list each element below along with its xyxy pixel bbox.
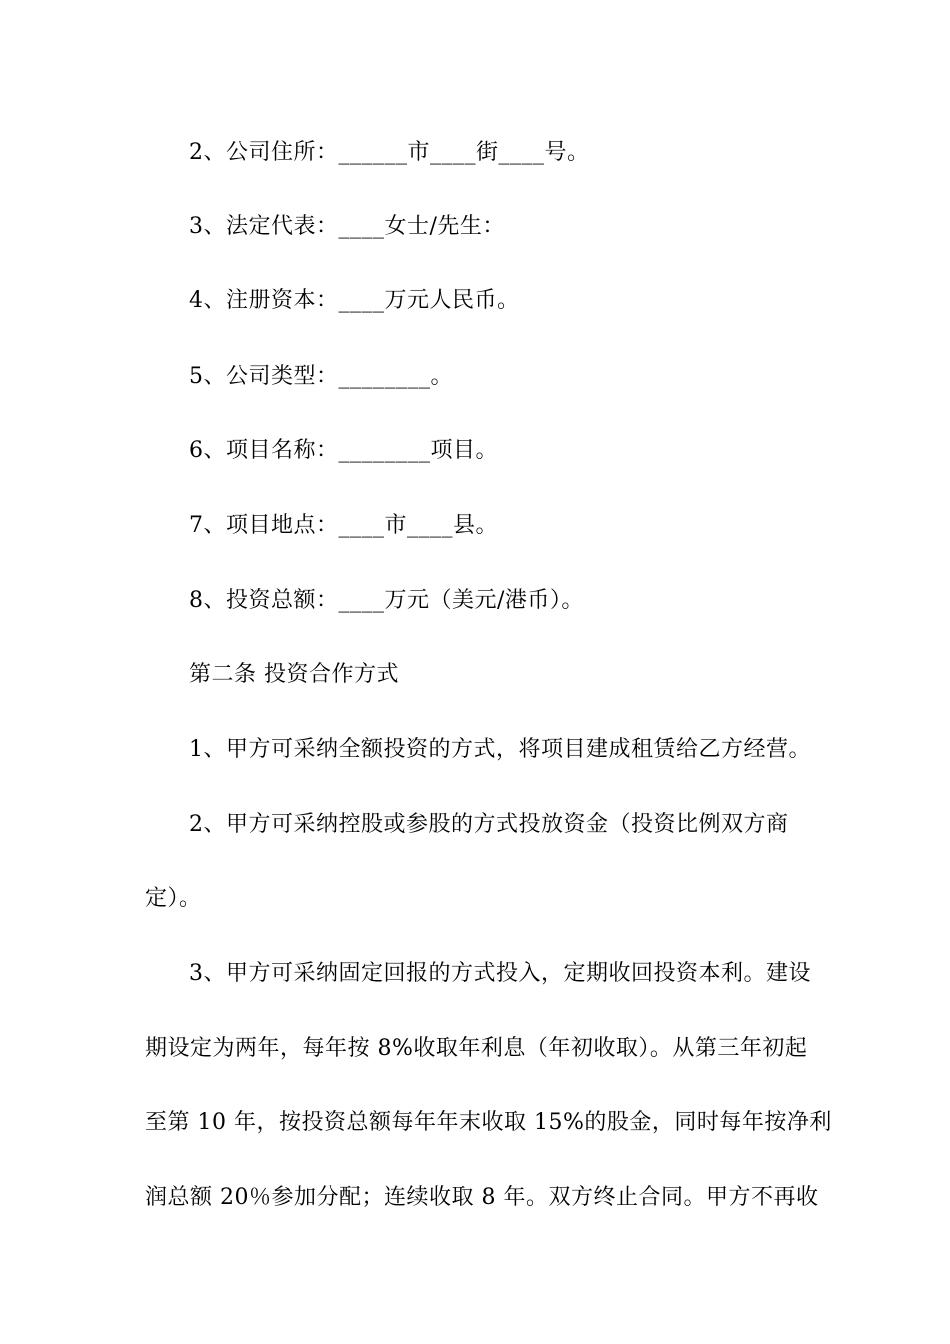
clause-item-total-investment: 8、投资总额：____万元（美元/港币）。	[189, 588, 584, 613]
paragraph-line: 1、甲方可采纳全额投资的方式，将项目建成租赁给乙方经营。	[189, 737, 811, 762]
section-heading-article-2: 第二条 投资合作方式	[189, 662, 399, 687]
paragraph-line: 至第 10 年，按投资总额每年年末收取 15%的股金，同时每年按净利	[145, 1110, 832, 1135]
clause-item-project-name: 6、项目名称：________项目。	[189, 438, 498, 463]
clause-item-legal-representative: 3、法定代表：____女士/先生：	[189, 214, 505, 239]
paragraph-line: 润总额 20％参加分配；连续收取 8 年。双方终止合同。甲方不再收	[145, 1185, 819, 1210]
paragraph-line: 3、甲方可采纳固定回报的方式投入，定期收回投资本利。建设	[189, 961, 811, 986]
clause-item-project-location: 7、项目地点：____市____县。	[189, 513, 498, 538]
clause-item-address: 2、公司住所：______市____街____号。	[189, 140, 590, 165]
paragraph-line: 期设定为两年，每年按 8%收取年利息（年初收取）。从第三年初起	[145, 1036, 808, 1061]
paragraph-line: 定）。	[145, 886, 202, 911]
paragraph-line: 2、甲方可采纳控股或参股的方式投放资金（投资比例双方商	[189, 812, 789, 837]
clause-item-registered-capital: 4、注册资本：____万元人民币。	[189, 288, 520, 313]
clause-item-company-type: 5、公司类型：________。	[189, 364, 453, 389]
